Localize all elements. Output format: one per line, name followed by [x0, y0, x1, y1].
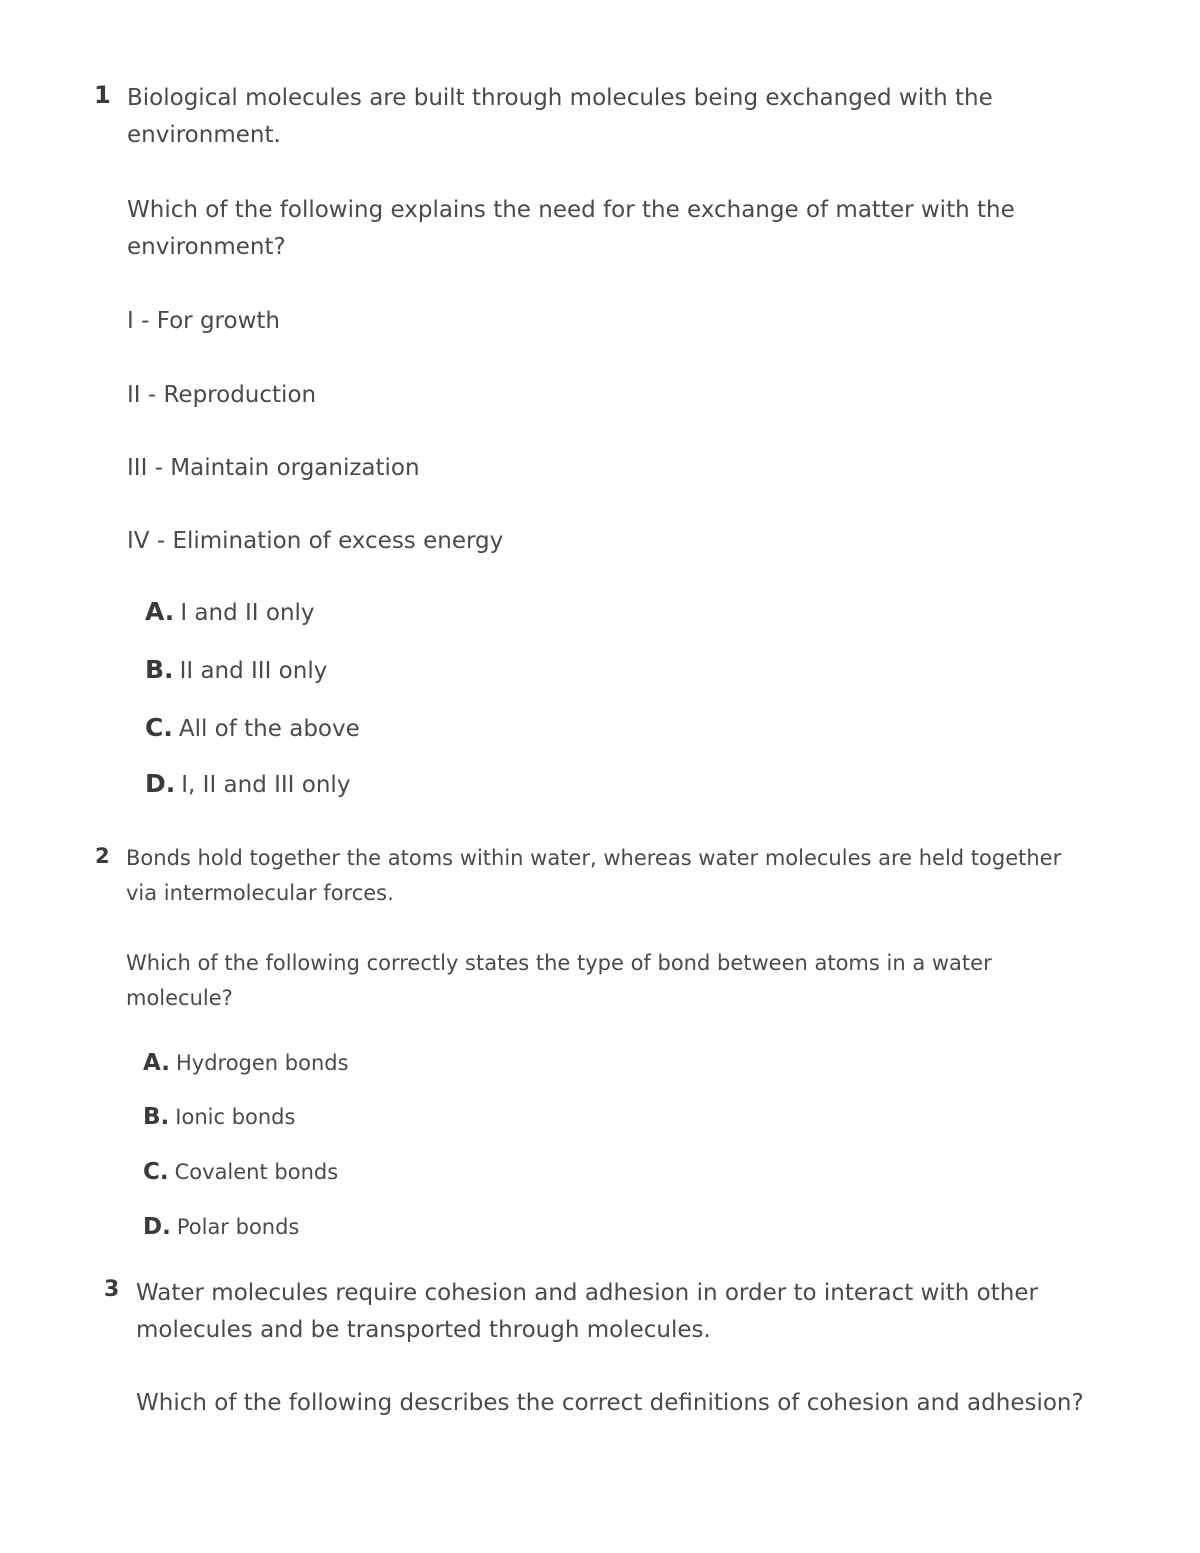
question-stem: Biological molecules are built through molecules being exchanged with the environment. — [127, 85, 993, 148]
answer-option-c[interactable] — [143, 1159, 338, 1185]
question-number: 2 — [95, 844, 110, 868]
answer-option-b[interactable] — [143, 1104, 295, 1130]
question-stem: Bonds hold together the atoms within water, whereas water molecules are held together via intermolecular forces. — [126, 846, 1062, 905]
option-letter: A. — [145, 597, 175, 626]
statement-item: III - Maintain organization — [127, 455, 420, 481]
question-stem: Water molecules require cohesion and adhesion in order to interact with other molecules and be transported through molecules. — [136, 1280, 1038, 1343]
option-letter: C. — [143, 1159, 169, 1185]
option-text: All of the above — [178, 716, 360, 742]
option-text: Ionic bonds — [175, 1105, 296, 1129]
option-letter: B. — [143, 1104, 170, 1130]
question-number: 3 — [104, 1277, 120, 1302]
answer-option-d[interactable] — [143, 1214, 299, 1240]
question-number: 1 — [94, 81, 111, 109]
option-letter: A. — [143, 1050, 170, 1076]
question-prompt: Which of the following explains the need for the exchange of matter with the environment? — [127, 197, 1015, 260]
answer-option-b[interactable] — [145, 655, 327, 684]
option-letter: D. — [145, 769, 176, 798]
option-text: I, II and III only — [181, 772, 351, 798]
answer-option-d[interactable] — [145, 769, 350, 798]
option-text: Polar bonds — [176, 1215, 300, 1239]
statement-item: I - For growth — [127, 308, 280, 334]
question-prompt: Which of the following correctly states the type of bond between atoms in a water molecule? — [126, 951, 992, 1010]
statement-item: II - Reproduction — [127, 382, 317, 408]
answer-option-c[interactable] — [145, 713, 360, 742]
option-letter: B. — [145, 655, 174, 684]
option-text: I and II only — [180, 600, 315, 626]
option-letter: C. — [145, 713, 173, 742]
option-text: II and III only — [179, 658, 328, 684]
option-text: Hydrogen bonds — [175, 1051, 349, 1075]
statement-item: IV - Elimination of excess energy — [127, 528, 504, 554]
option-text: Covalent bonds — [174, 1160, 339, 1184]
answer-option-a[interactable] — [143, 1050, 349, 1076]
question-prompt: Which of the following describes the correct definitions of cohesion and adhesion? — [136, 1390, 1084, 1416]
option-letter: D. — [143, 1214, 171, 1240]
answer-option-a[interactable] — [145, 597, 315, 626]
